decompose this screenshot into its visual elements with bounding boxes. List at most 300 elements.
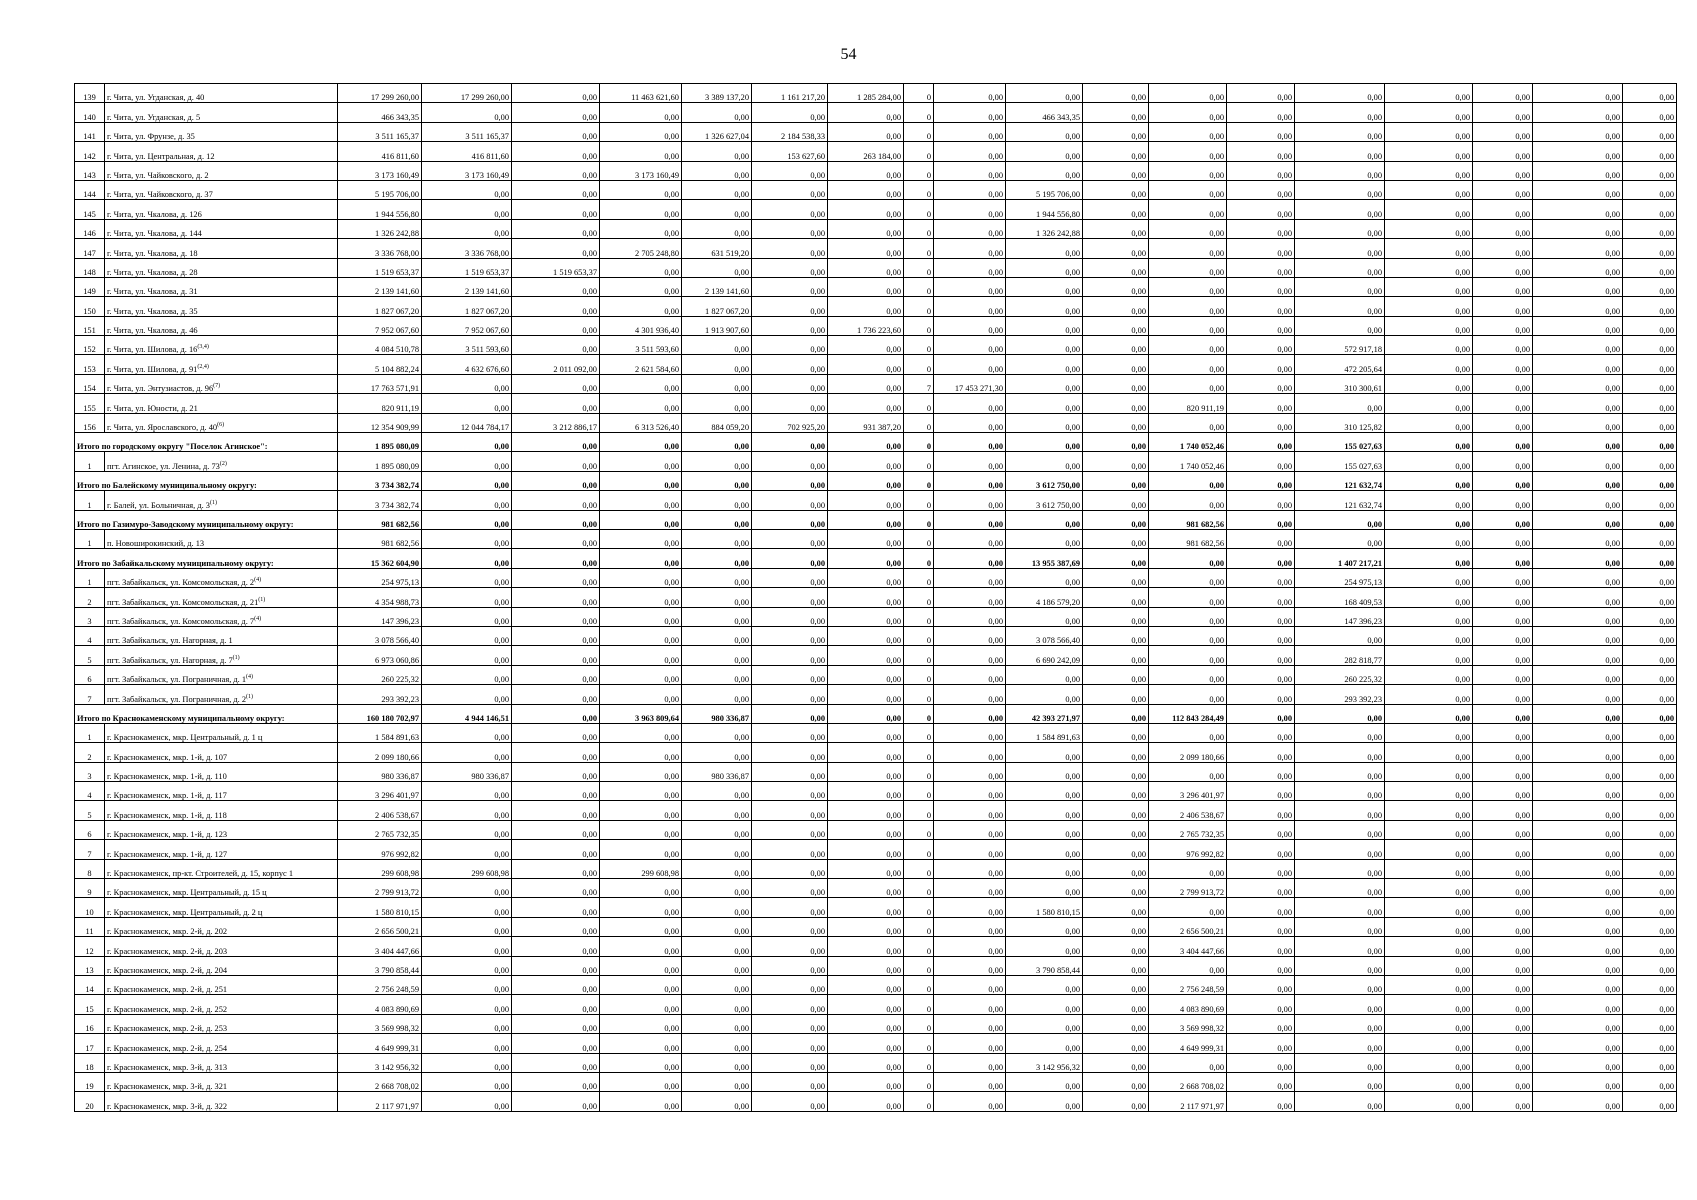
value-cell: 1 326 242,88 [338,219,422,238]
value-cell: 0,00 [1385,685,1473,704]
value-cell: 2 756 248,59 [1149,975,1227,994]
value-cell: 0,00 [512,1034,600,1053]
row-number: 2 [75,588,105,607]
table-row [75,219,1677,238]
value-cell: 0,00 [1083,917,1149,936]
value-cell: 0,00 [1533,685,1623,704]
value-cell: 6 690 242,09 [1006,646,1083,665]
row-number: 9 [75,879,105,898]
value-cell: 0,00 [1473,743,1533,762]
value-cell: 0,00 [1385,510,1473,529]
value-cell: 820 911,19 [338,394,422,413]
value-cell: 1 827 067,20 [422,297,512,316]
value-cell: 0,00 [600,646,682,665]
value-cell: 0,00 [1385,1053,1473,1072]
address-text: пгт. Забайкальск, ул. Комсомольская, д. 21 [107,597,259,607]
value-cell: 0,00 [1623,142,1677,161]
address-text: г. Чита, ул. Чкалова, д. 28 [107,267,198,277]
value-cell: 0,00 [1295,1014,1385,1033]
value-cell: 0,00 [1149,84,1227,103]
value-cell: 299 608,98 [422,859,512,878]
address-text: пгт. Забайкальск, ул. Комсомольская, д. 7 [107,616,255,626]
value-cell: 981 682,56 [338,510,422,529]
value-cell: 0,00 [828,277,904,296]
value-cell: 0,00 [1083,568,1149,587]
value-cell: 0,00 [682,510,752,529]
value-cell: 0,00 [600,782,682,801]
value-cell: 0,00 [1623,607,1677,626]
value-cell: 0,00 [828,879,904,898]
value-cell: 3 511 165,37 [422,122,512,141]
value-cell: 0,00 [512,433,600,452]
value-cell: 0,00 [1295,743,1385,762]
value-cell: 3 336 768,00 [422,239,512,258]
value-cell: 0,00 [1623,723,1677,742]
value-cell: 0,00 [1295,394,1385,413]
address-text: пгт. Забайкальск, ул. Пограничная, д. 1 [107,675,247,685]
value-cell: 0,00 [1623,122,1677,141]
value-cell: 0,00 [1385,374,1473,393]
value-cell: 0,00 [1083,336,1149,355]
value-cell: 155 027,63 [1295,452,1385,471]
value-cell: 0,00 [1006,1014,1083,1033]
value-cell: 0,00 [1006,452,1083,471]
value-cell: 0,00 [600,1053,682,1072]
footnote-mark: (4) [254,615,262,622]
address-cell [105,355,338,374]
subtotal-row [75,471,1677,490]
row-number: 152 [75,336,105,355]
value-cell: 2 799 913,72 [1149,879,1227,898]
value-cell: 121 632,74 [1295,491,1385,510]
row-number: 8 [75,859,105,878]
value-cell: 0,00 [1149,626,1227,645]
value-cell: 4 083 890,69 [1149,995,1227,1014]
value-cell: 1 913 907,60 [682,316,752,335]
value-cell: 0,00 [512,801,600,820]
value-cell: 0,00 [828,549,904,568]
value-cell: 0 [904,433,934,452]
value-cell: 0,00 [422,549,512,568]
value-cell: 0,00 [1623,452,1677,471]
value-cell: 153 627,60 [752,142,828,161]
value-cell: 3 142 956,32 [1006,1053,1083,1072]
value-cell: 0,00 [512,607,600,626]
value-cell: 0,00 [1006,336,1083,355]
value-cell: 0,00 [828,704,904,723]
value-cell: 0,00 [934,142,1006,161]
value-cell: 0,00 [512,374,600,393]
value-cell: 0,00 [1006,277,1083,296]
value-cell: 0,00 [828,452,904,471]
value-cell: 260 225,32 [1295,665,1385,684]
value-cell: 0,00 [1385,743,1473,762]
value-cell: 0,00 [1533,433,1623,452]
value-cell: 0,00 [828,122,904,141]
value-cell: 0,00 [1473,801,1533,820]
value-cell: 0,00 [682,1014,752,1033]
value-cell: 0,00 [934,859,1006,878]
value-cell: 0,00 [1385,219,1473,238]
value-cell: 0,00 [512,1072,600,1091]
value-cell: 0,00 [1083,316,1149,335]
value-cell: 1 326 627,04 [682,122,752,141]
value-cell: 0,00 [1149,200,1227,219]
row-number: 142 [75,142,105,161]
value-cell: 6 973 060,86 [338,646,422,665]
value-cell: 2 756 248,59 [338,975,422,994]
value-cell: 0,00 [1227,374,1295,393]
value-cell: 0,00 [1149,142,1227,161]
value-cell: 4 632 676,60 [422,355,512,374]
value-cell: 0,00 [682,898,752,917]
value-cell: 0,00 [682,491,752,510]
address-cell [105,103,338,122]
value-cell: 0 [904,801,934,820]
value-cell: 0,00 [1473,937,1533,956]
value-cell: 0,00 [1295,200,1385,219]
value-cell: 0,00 [752,646,828,665]
value-cell: 0,00 [1227,1092,1295,1111]
value-cell: 0,00 [1473,568,1533,587]
value-cell: 0,00 [600,452,682,471]
value-cell: 0,00 [1623,200,1677,219]
address-cell [105,1014,338,1033]
row-number: 154 [75,374,105,393]
value-cell: 0,00 [422,801,512,820]
value-cell: 0 [904,277,934,296]
value-cell: 2 656 500,21 [1149,917,1227,936]
value-cell: 0,00 [682,219,752,238]
value-cell: 3 612 750,00 [1006,491,1083,510]
address-cell [105,937,338,956]
address-text: г. Краснокаменск, мкр. 2-й, д. 253 [107,1024,228,1034]
value-cell: 0,00 [934,161,1006,180]
value-cell: 3 734 382,74 [338,491,422,510]
value-cell: 0,00 [828,782,904,801]
value-cell: 0,00 [752,704,828,723]
value-cell: 0 [904,782,934,801]
value-cell: 0,00 [600,277,682,296]
value-cell: 0,00 [682,471,752,490]
value-cell: 0,00 [1227,840,1295,859]
value-cell: 0,00 [1623,336,1677,355]
value-cell: 4 084 510,78 [338,336,422,355]
value-cell: 0,00 [1083,723,1149,742]
table-row [75,782,1677,801]
table-row [75,161,1677,180]
value-cell: 0,00 [422,956,512,975]
value-cell: 0,00 [422,433,512,452]
value-cell: 0,00 [1533,1014,1623,1033]
value-cell: 0,00 [512,103,600,122]
value-cell: 3 511 593,60 [422,336,512,355]
value-cell: 0,00 [828,219,904,238]
value-cell: 0,00 [1083,1072,1149,1091]
value-cell: 0,00 [828,723,904,742]
value-cell: 0,00 [752,1014,828,1033]
value-cell: 0,00 [682,1072,752,1091]
value-cell: 0,00 [1473,200,1533,219]
address-text: г. Краснокаменск, мкр. Центральный, д. 1 ц [107,733,263,743]
value-cell: 1 580 810,15 [338,898,422,917]
value-cell: 0,00 [752,510,828,529]
value-cell: 0 [904,355,934,374]
value-cell: 0,00 [422,568,512,587]
value-cell: 0,00 [1083,413,1149,432]
value-cell: 0,00 [600,607,682,626]
table-row [75,239,1677,258]
value-cell: 0,00 [1473,219,1533,238]
value-cell: 0,00 [1227,122,1295,141]
value-cell: 0,00 [1227,491,1295,510]
value-cell: 0,00 [1385,1072,1473,1091]
value-cell: 17 299 260,00 [422,84,512,103]
address-text: г. Чита, ул. Центральная, д. 12 [107,151,215,161]
value-cell: 0,00 [600,975,682,994]
value-cell: 0,00 [512,316,600,335]
value-cell: 2 117 971,97 [338,1092,422,1111]
address-cell [105,723,338,742]
value-cell: 0,00 [828,297,904,316]
value-cell: 0,00 [934,626,1006,645]
value-cell: 310 125,82 [1295,413,1385,432]
address-text: пгт. Агинское, ул. Ленина, д. 73 [107,461,220,471]
value-cell: 0,00 [1227,84,1295,103]
value-cell: 0,00 [752,374,828,393]
table-row [75,258,1677,277]
value-cell: 0,00 [1473,607,1533,626]
value-cell: 0,00 [1473,1092,1533,1111]
value-cell: 0,00 [682,433,752,452]
value-cell: 0,00 [1227,782,1295,801]
address-text: г. Краснокаменск, мкр. 2-й, д. 203 [107,946,228,956]
value-cell: 0,00 [1006,374,1083,393]
page-number: 54 [840,46,857,63]
footnote-mark: (1) [232,654,240,661]
value-cell: 0,00 [682,161,752,180]
value-cell: 0,00 [752,568,828,587]
value-cell: 0,00 [682,840,752,859]
value-cell: 0,00 [512,491,600,510]
value-cell: 0,00 [752,549,828,568]
value-cell: 0,00 [1083,607,1149,626]
value-cell: 0,00 [1083,394,1149,413]
address-text: г. Краснокаменск, мкр. 2-й, д. 252 [107,1004,228,1014]
table-row [75,898,1677,917]
value-cell: 0,00 [934,898,1006,917]
value-cell: 981 682,56 [1149,510,1227,529]
value-cell: 0,00 [1533,956,1623,975]
value-cell: 0 [904,549,934,568]
value-cell: 6 313 526,40 [600,413,682,432]
value-cell: 0,00 [1083,685,1149,704]
value-cell: 0,00 [752,258,828,277]
row-number: 17 [75,1034,105,1053]
value-cell: 1 740 052,46 [1149,452,1227,471]
row-number: 11 [75,917,105,936]
value-cell: 0,00 [512,219,600,238]
value-cell: 0,00 [1533,665,1623,684]
value-cell: 702 925,20 [752,413,828,432]
table-row [75,665,1677,684]
value-cell: 0,00 [1227,1034,1295,1053]
value-cell: 0,00 [682,258,752,277]
value-cell: 0,00 [1083,122,1149,141]
value-cell: 0,00 [600,491,682,510]
table-row [75,1014,1677,1033]
value-cell: 0,00 [1623,433,1677,452]
value-cell: 0,00 [1473,626,1533,645]
row-number: 149 [75,277,105,296]
subtotal-title: Итого по Краснокаменскому муниципальному округу: [75,704,338,723]
value-cell: 0,00 [1533,452,1623,471]
value-cell: 0,00 [1006,258,1083,277]
value-cell: 0,00 [1083,239,1149,258]
value-cell: 0,00 [422,1053,512,1072]
value-cell: 299 608,98 [600,859,682,878]
value-cell: 0,00 [1385,646,1473,665]
subtotal-title: Итого по Газимуро-Заводскому муниципальному округу: [75,510,338,529]
value-cell: 0,00 [752,937,828,956]
value-cell: 0,00 [1533,879,1623,898]
value-cell: 0,00 [828,258,904,277]
row-number: 153 [75,355,105,374]
value-cell: 0,00 [1533,219,1623,238]
value-cell: 0,00 [1623,801,1677,820]
value-cell: 0,00 [512,161,600,180]
value-cell: 0,00 [1385,549,1473,568]
value-cell: 3 296 401,97 [338,782,422,801]
value-cell: 0,00 [1623,297,1677,316]
value-cell: 0,00 [1623,374,1677,393]
value-cell: 0,00 [600,762,682,781]
value-cell: 0,00 [1473,917,1533,936]
value-cell: 0,00 [512,723,600,742]
value-cell: 0,00 [422,937,512,956]
value-cell: 0,00 [1533,277,1623,296]
value-cell: 1 944 556,80 [338,200,422,219]
value-cell: 0,00 [1295,277,1385,296]
address-text: г. Краснокаменск, мкр. 3-й, д. 321 [107,1082,228,1092]
value-cell: 3 078 566,40 [1006,626,1083,645]
footnote-mark: (6) [217,422,225,429]
value-cell: 2 668 708,02 [338,1072,422,1091]
footnote-mark: (7) [213,383,221,390]
value-cell: 0,00 [682,103,752,122]
value-cell: 0,00 [1533,898,1623,917]
value-cell: 0 [904,1092,934,1111]
value-cell: 2 099 180,66 [338,743,422,762]
value-cell: 0 [904,995,934,1014]
table-row [75,917,1677,936]
value-cell: 7 [904,374,934,393]
value-cell: 0,00 [600,258,682,277]
value-cell: 0 [904,84,934,103]
value-cell: 0,00 [934,646,1006,665]
value-cell: 0,00 [1385,491,1473,510]
address-cell [105,258,338,277]
value-cell: 0,00 [752,801,828,820]
row-number: 155 [75,394,105,413]
value-cell: 0,00 [1385,336,1473,355]
value-cell: 0,00 [1473,529,1533,548]
value-cell: 0,00 [1473,956,1533,975]
value-cell: 0,00 [512,782,600,801]
value-cell: 0,00 [1083,704,1149,723]
footnote-mark: (3,4) [197,344,209,351]
address-text: г. Краснокаменск, мкр. 1-й, д. 118 [107,810,227,820]
value-cell: 0,00 [752,394,828,413]
value-cell: 0,00 [1295,122,1385,141]
value-cell: 0,00 [1623,1072,1677,1091]
value-cell: 0,00 [1473,374,1533,393]
value-cell: 0,00 [1227,626,1295,645]
value-cell: 0 [904,937,934,956]
value-cell: 0 [904,898,934,917]
value-cell: 0,00 [1473,142,1533,161]
value-cell: 0,00 [682,607,752,626]
value-cell: 0,00 [600,801,682,820]
value-cell: 0,00 [1006,433,1083,452]
row-number: 3 [75,607,105,626]
address-text: г. Чита, ул. Чкалова, д. 126 [107,209,202,219]
value-cell: 0,00 [828,510,904,529]
value-cell: 0,00 [600,529,682,548]
row-number: 144 [75,180,105,199]
value-cell: 0,00 [934,239,1006,258]
value-cell: 0,00 [512,898,600,917]
value-cell: 0,00 [1149,956,1227,975]
value-cell: 0,00 [1083,161,1149,180]
value-cell: 0,00 [934,723,1006,742]
value-cell: 0,00 [752,355,828,374]
value-cell: 1 584 891,63 [338,723,422,742]
value-cell: 3 078 566,40 [338,626,422,645]
value-cell: 0,00 [752,219,828,238]
value-cell: 0,00 [1149,413,1227,432]
value-cell: 0,00 [752,180,828,199]
value-cell: 0,00 [1083,374,1149,393]
value-cell: 0,00 [1473,336,1533,355]
value-cell: 0,00 [1083,665,1149,684]
value-cell: 0,00 [1533,743,1623,762]
value-cell: 0,00 [512,685,600,704]
value-cell: 0,00 [682,452,752,471]
address-cell [105,859,338,878]
value-cell: 0,00 [682,394,752,413]
value-cell: 4 083 890,69 [338,995,422,1014]
value-cell: 0,00 [512,122,600,141]
value-cell: 0,00 [828,103,904,122]
value-cell: 0,00 [682,588,752,607]
value-cell: 0,00 [1533,762,1623,781]
value-cell: 0,00 [828,161,904,180]
value-cell: 0,00 [828,394,904,413]
value-cell: 11 463 621,60 [600,84,682,103]
value-cell: 0,00 [682,937,752,956]
value-cell: 0,00 [1533,161,1623,180]
value-cell: 0,00 [1295,898,1385,917]
row-number: 6 [75,820,105,839]
value-cell: 0,00 [682,529,752,548]
value-cell: 0,00 [1006,995,1083,1014]
value-cell: 0,00 [512,84,600,103]
value-cell: 0,00 [1295,801,1385,820]
value-cell: 2 099 180,66 [1149,743,1227,762]
value-cell: 0,00 [1006,762,1083,781]
value-cell: 2 765 732,35 [338,820,422,839]
